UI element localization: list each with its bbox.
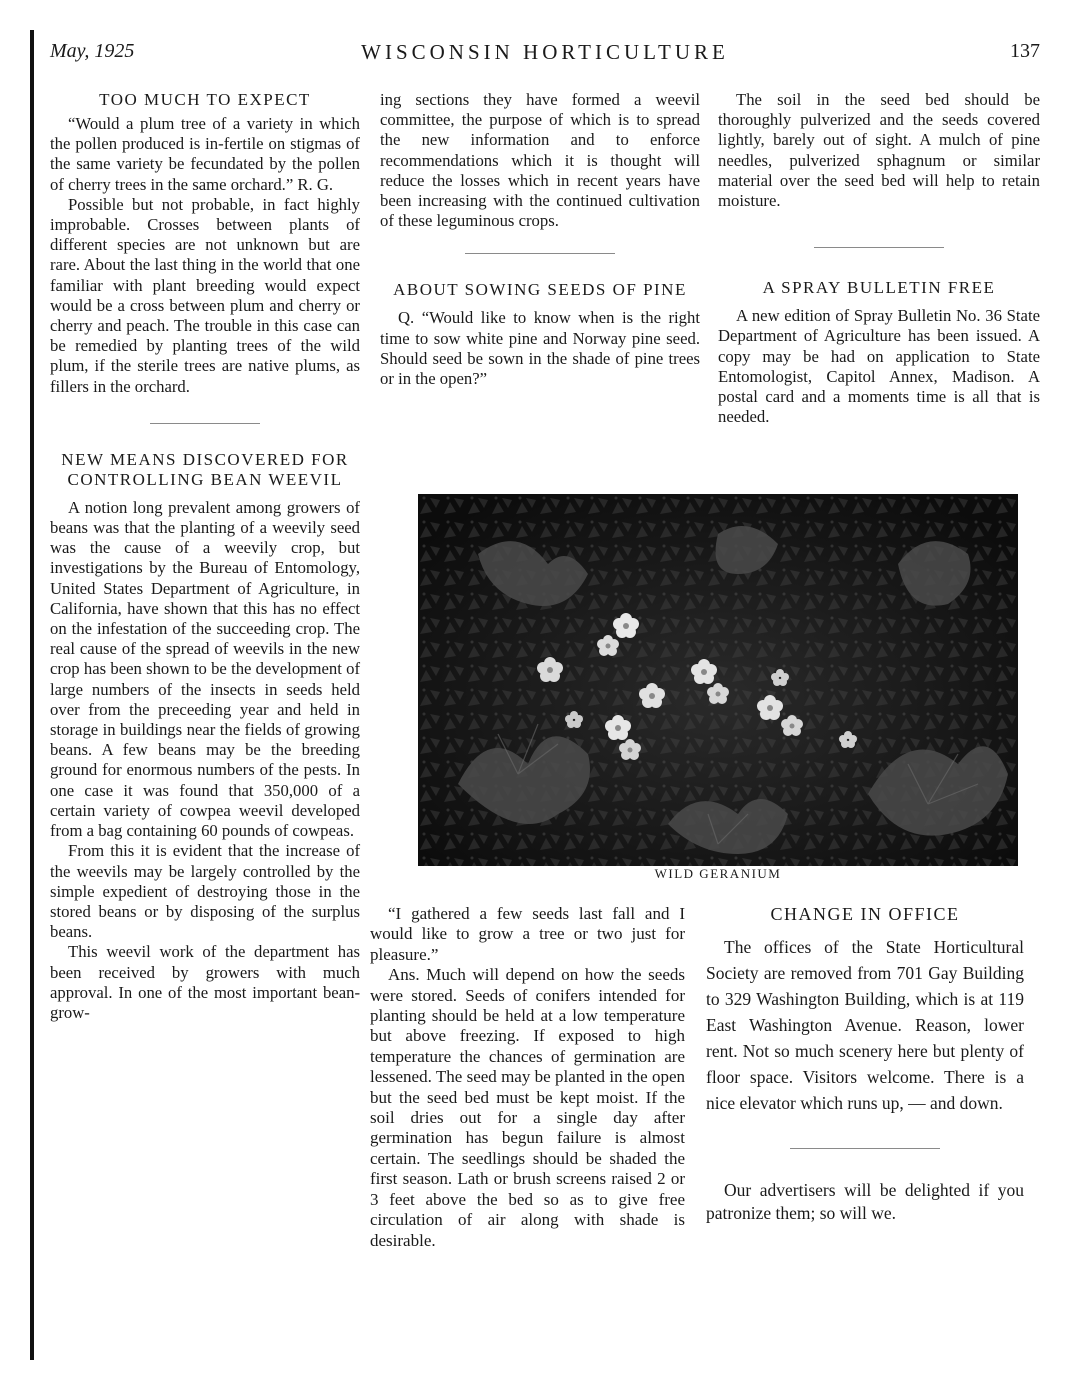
middle-column-bottom (370, 904, 685, 1251)
section-divider (465, 253, 615, 254)
article-paragraph: From this it is evident that the increase of the weevils may be largely controlled by the simple expedient of destroying those in the stored beans or by disposing of the surplus beans. (50, 841, 360, 942)
article-heading: NEW MEANS DISCOVERED FOR CONTROLLING BEAN WEEVIL (61, 449, 349, 489)
wild-geranium-photo (418, 494, 1018, 866)
section-divider (790, 1148, 940, 1149)
article-paragraph: “I gathered a few seeds last fall and I would like to grow a tree or two just for pleasure.” (370, 904, 685, 964)
section-divider (814, 247, 944, 248)
article-paragraph: The offices of the State Horticultural Society are removed from 701 Gay Building to 329 Washington Building, which is at 119 East Washington Avenue. Reason, lower rent. Not so much scenery here but plenty of floor space. Visitors welcome. There is a nice elevator which runs up, — and down. (706, 937, 1024, 1113)
page-header (50, 40, 1040, 68)
article-paragraph: Possible but not probable, in fact highly improbable. Crosses between plants of different species are not unknown but are rare. About the last thing in the world that one familiar with plant breeding would expect would be a cross between plum and cherry or cherry and peach. The trouble in this case can be remedied by planting trees of the wild plum, if the sterile trees are native plums, as fillers in the orchard. (50, 194, 360, 396)
issue-date: May, 1925 (50, 40, 135, 62)
page-number: 137 (1010, 40, 1040, 62)
article-paragraph: A notion long prevalent among growers of beans was that the planting of a weevily seed was the cause of a weevily crop, but investigations by the Bureau of Entomology, United States Department of Agriculture, in California, have shown that this has no effect on the infestation of the succeeding crop. The real cause of the spread of weevils in the new crop has been shown to be the development of large numbers of the insects in seeds held over from the preceeding year and held in storage in buildings near the fields of growing beans. A few beans may be the breeding ground for enormous numbers of the pests. In one case it was found that 350,000 of a certain variety of cowpea weevil developed from a bag containing 60 pounds of cowpeas. (50, 497, 360, 841)
article-too-much-to-expect (50, 90, 360, 397)
left-column (50, 90, 360, 1023)
article-paragraph: The soil in the seed bed should be thoroughly pulverized and the seeds covered lightly, barely out of sight. A mulch of pine needles, pulverized sphagnum or similar material over the seed bed will help to retain moisture. (718, 90, 1040, 211)
journal-title: WISCONSIN HORTICULTURE (361, 40, 729, 64)
article-bean-weevil (50, 450, 360, 1023)
page-margin-rule (30, 30, 34, 1360)
article-paragraph: Our advertisers will be delighted if you patronize them; so will we. (706, 1180, 1024, 1223)
article-heading: TOO MUCH TO EXPECT (99, 90, 311, 109)
article-paragraph-continued: ing sections they have formed a weevil committee, the purpose of which is to spread the new information and to enforce recommendations which it is thought will reduce the losses which in recent years have been increasing with the continued cultivation of these leguminous crops. (380, 90, 700, 231)
middle-column-top (380, 90, 700, 389)
article-heading: A SPRAY BULLETIN FREE (762, 278, 996, 298)
article-paragraph: A new edition of Spray Bulletin No. 36 State Department of Agriculture has been issued. A copy may be had on application to State Entomologist, Capitol Annex, Madison. A postal card and a moments time is all that is needed. (718, 306, 1040, 427)
article-heading: ABOUT SOWING SEEDS OF PINE (393, 280, 687, 300)
right-column-top (718, 90, 1040, 427)
section-divider (150, 423, 260, 424)
article-paragraph: Ans. Much will depend on how the seeds were stored. Seeds of conifers intended for planting should be held at a low temperature but above freezing. If exposed to high temperature the chances of germination are lessened. The seed may be planted in the open but the seed bed must be kept moist. If the soil dries out for a single day after germination has begun failure is almost certain. The seedlings should be shaded the first season. Lath or brush screens raised 2 or 3 feet above the bed so as to give free circulation of air along with shade is desirable. (370, 965, 685, 1250)
article-paragraph: This weevil work of the department has been received by growers with much approval. In one of the most important bean-grow- (50, 942, 360, 1022)
right-column-bottom (706, 904, 1024, 1225)
article-paragraph: Q. “Would like to know when is the right time to sow white pine and Norway pine seed. Should seed be sown in the shade of pine trees or in the open?” (380, 308, 700, 389)
photo-illustration (418, 494, 1018, 866)
article-heading: CHANGE IN OFFICE (770, 904, 960, 924)
photo-caption: WILD GERANIUM (654, 866, 782, 881)
article-paragraph: “Would a plum tree of a variety in which the pollen produced is in-fertile on stigmas of the same variety be fecundated by the pollen of cherry trees in the same orchard.” R. G. (50, 114, 360, 194)
